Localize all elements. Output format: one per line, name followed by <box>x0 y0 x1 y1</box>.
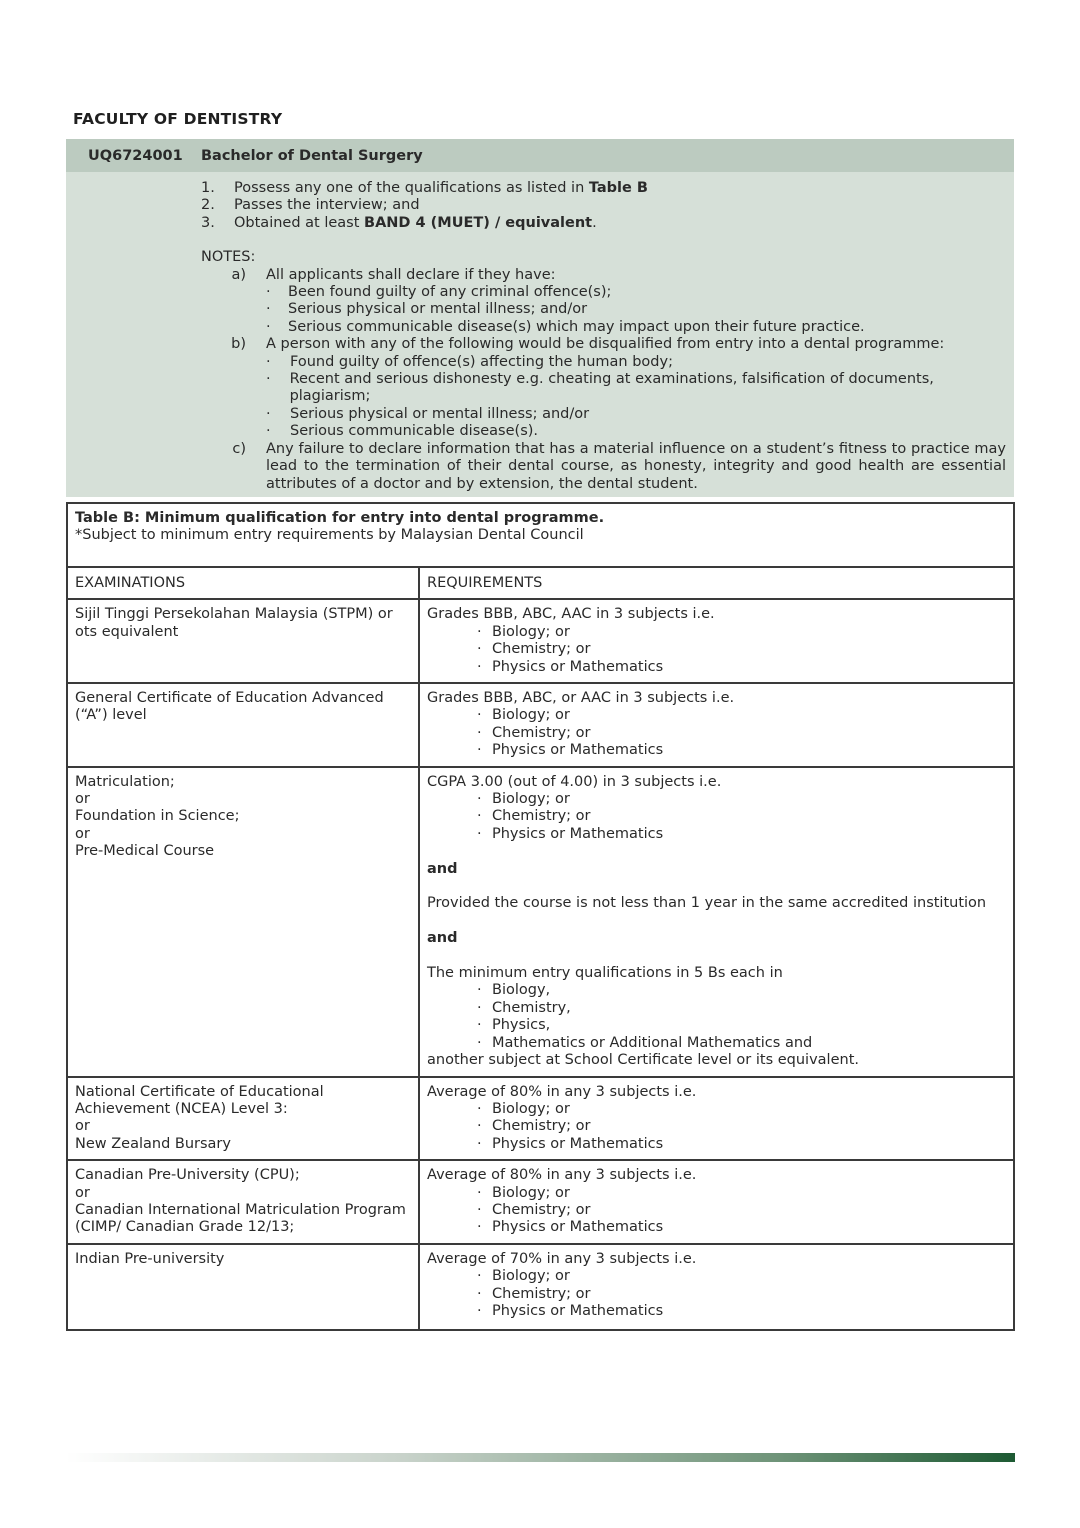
table-b <box>66 502 1015 1331</box>
programme-requirements <box>66 172 1014 497</box>
note-c: c) Any failure to declare information that has a material influence on a student’s fitness to practice may lead to the termination of their dental course, as honesty, integrity and good health are essential attributes of a doctor and by extension, the dental student. <box>232 440 1006 492</box>
programme-code: UQ6724001 <box>88 147 183 164</box>
table-subtitle: *Subject to minimum entry requirements by Malaysian Dental Council <box>75 527 584 544</box>
table-caption-row <box>67 503 1014 567</box>
col-header-requirements: REQUIREMENTS <box>419 567 1014 599</box>
note-bullet: · Serious communicable disease(s) which may impact upon their future practice. <box>266 318 865 335</box>
note-bullet: · Found guilty of offence(s) affecting the human body; <box>266 353 673 370</box>
programme-name: Bachelor of Dental Surgery <box>201 147 423 164</box>
faculty-heading: FACULTY OF DENTISTRY <box>73 110 283 128</box>
table-row: Sijil Tinggi Persekolahan Malaysia (STPM) or ots equivalent Grades BBB, ABC, AAC in 3 subjects i.e. · Biology; or · Chemistry; or · Physics or Mathematics <box>67 599 1014 683</box>
programme-block <box>66 139 1014 497</box>
note-bullet: · Been found guilty of any criminal offence(s); <box>266 284 612 301</box>
footer-gradient-bar <box>66 1453 1015 1462</box>
requirement-item: 1. Possess any one of the qualifications as listed in Table B <box>201 180 648 196</box>
note-bullet: · Serious physical or mental illness; and/or <box>266 301 588 318</box>
table-row: General Certificate of Education Advanced (“A”) level Grades BBB, ABC, or AAC in 3 subjects i.e. · Biology; or · Chemistry; or · Physics or Mathematics <box>67 683 1014 767</box>
requirement-item: 3. Obtained at least BAND 4 (MUET) / equivalent. <box>201 214 597 231</box>
programme-header <box>66 139 1014 172</box>
table-row: National Certificate of Educational Achievement (NCEA) Level 3: or New Zealand Bursary Average of 80% in any 3 subjects i.e. · Biology; or · Chemistry; or · Physics or Mathematics <box>67 1077 1014 1161</box>
note-b: b) A person with any of the following would be disqualified from entry into a dental programme: · Found guilty of offence(s) affecting the human body; · Recent and serious dishonesty e.g. cheating at examinations, falsification of documents, plagiarism; · Serious physical or mental illness; and/or · Serious communicable disease(s). <box>201 336 1006 440</box>
notes-title: NOTES: <box>201 249 256 266</box>
note-a: a) All applicants shall declare if they have: · Been found guilty of any criminal offence(s); · Serious physical or mental illness; and/or · Serious communicable disease(s) which may impact upon their future practice. <box>201 267 1006 337</box>
requirement-item: 2. Passes the interview; and <box>201 197 420 214</box>
note-bullet: · Serious communicable disease(s). <box>266 423 539 440</box>
note-bullet: · Serious physical or mental illness; and/or <box>266 405 590 422</box>
table-title: Table B: Minimum qualification for entry into dental programme. <box>75 510 605 526</box>
table-row: Matriculation; or Foundation in Science; or Pre-Medical Course CGPA 3.00 (out of 4.00) in 3 subjects i.e. · Biology; or · Chemistry; or · Physics or Mathematics and Provided the course is not less than 1 year in the same accredited institution and The minimum entry qualifications in 5 Bs each in · Biology, · Chemistry, · Physics, · Mathematics or Additional Mathematics and another subject at School Certificate level or its equivalent. <box>67 767 1014 1077</box>
table-header-row <box>67 567 1014 599</box>
note-bullet: · Recent and serious dishonesty e.g. cheating at examinations, falsification of documents, plagiarism; <box>266 371 934 405</box>
table-row: Canadian Pre-University (CPU); or Canadian International Matriculation Program (CIMP/ Canadian Grade 12/13; Average of 80% in any 3 subjects i.e. · Biology; or · Chemistry; or · Physics or Mathematics <box>67 1160 1014 1244</box>
col-header-examinations: EXAMINATIONS <box>67 567 419 599</box>
table-row: Indian Pre-university Average of 70% in any 3 subjects i.e. · Biology; or · Chemistry; or · Physics or Mathematics <box>67 1244 1014 1331</box>
